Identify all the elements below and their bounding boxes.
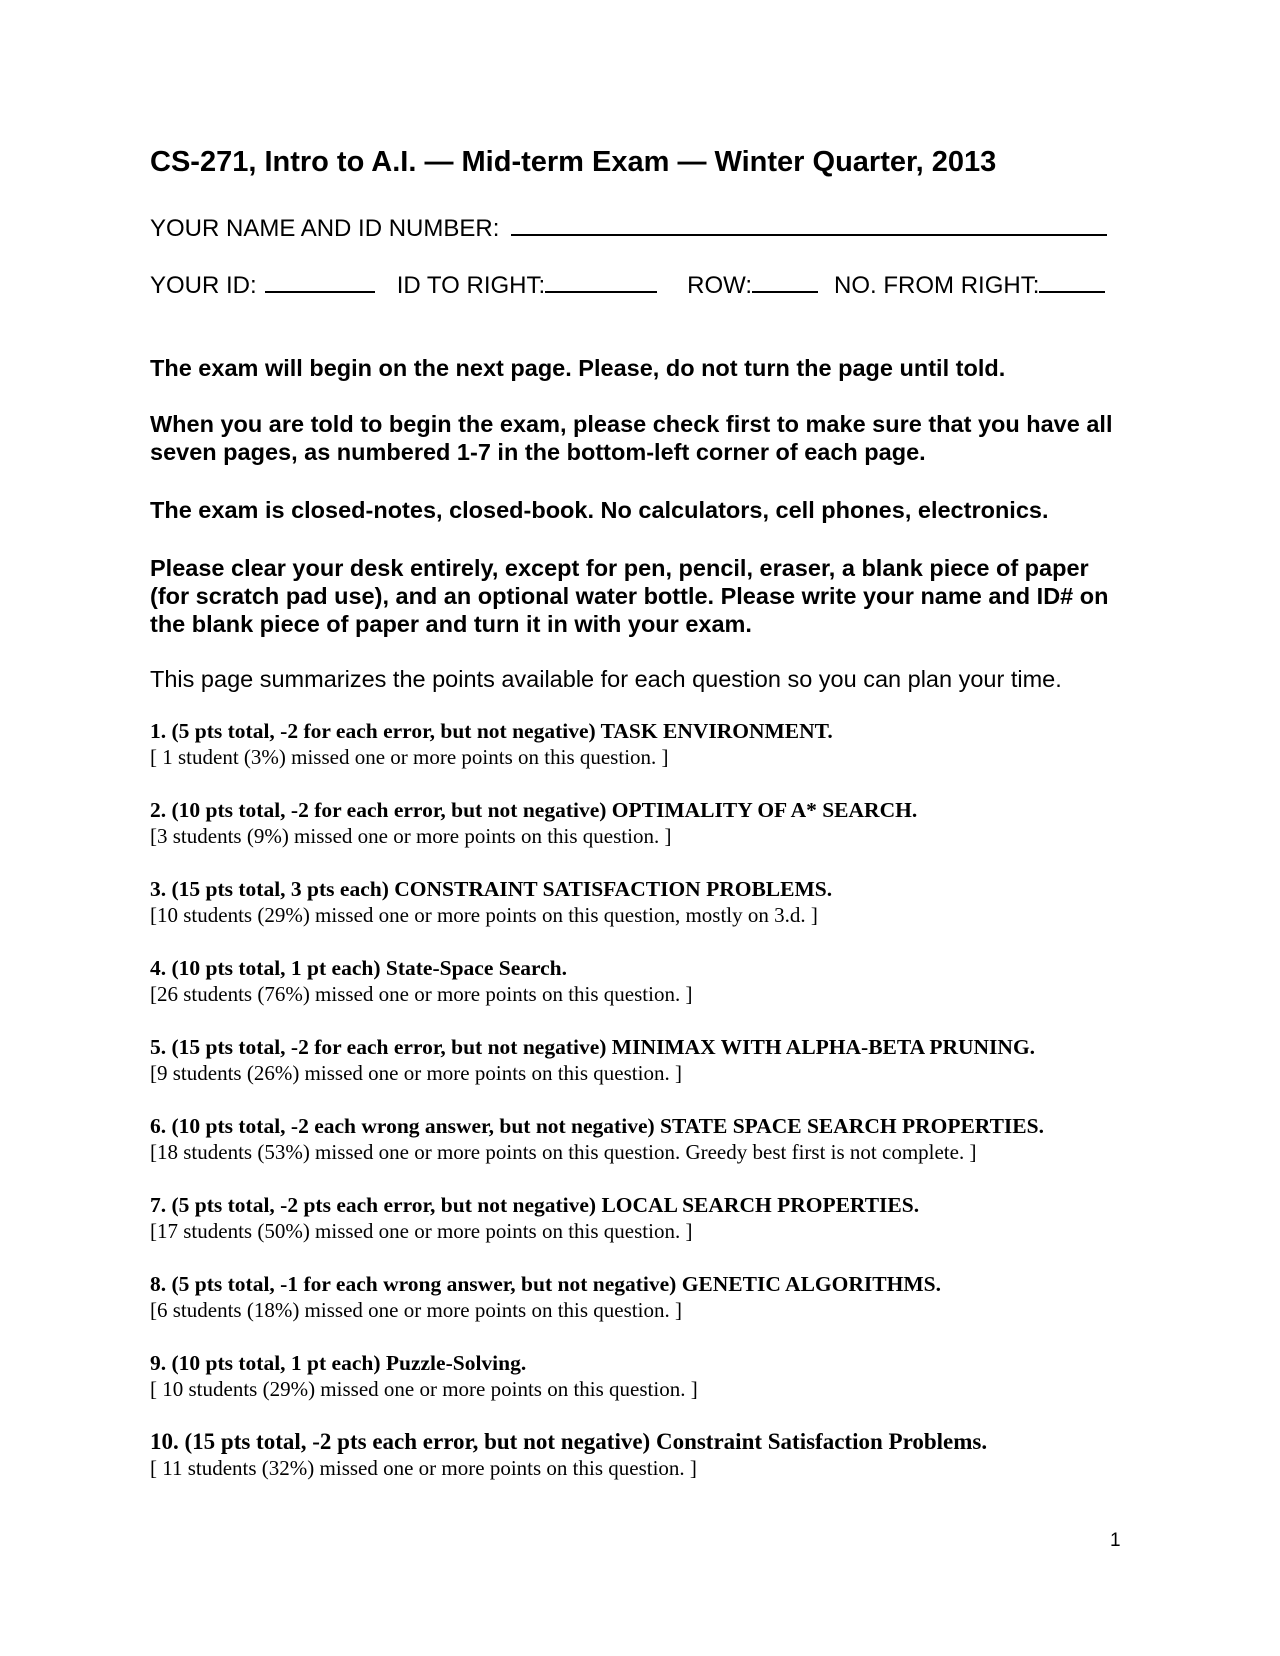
page-number: 1 bbox=[1110, 1530, 1121, 1551]
question-summary-item bbox=[150, 1429, 1150, 1481]
id-to-right-blank-line[interactable] bbox=[545, 271, 657, 293]
question-summary-item bbox=[150, 1113, 1150, 1165]
page-title: CS-271, Intro to A.I. — Mid-term Exam — Winter Quarter, 2013 bbox=[150, 146, 997, 178]
question-heading: 3. (15 pts total, 3 pts each) CONSTRAINT SATISFACTION PROBLEMS. bbox=[150, 877, 833, 901]
row-blank-line[interactable] bbox=[752, 271, 818, 293]
question-miss-note: [10 students (29%) missed one or more points on this question, mostly on 3.d. ] bbox=[150, 903, 818, 927]
seating-field-row bbox=[150, 271, 1105, 300]
question-heading: 1. (5 pts total, -2 for each error, but not negative) TASK ENVIRONMENT. bbox=[150, 719, 833, 743]
question-summary-item bbox=[150, 955, 1150, 1007]
question-summary-item bbox=[150, 1271, 1150, 1323]
question-summary-item bbox=[150, 718, 1150, 770]
question-heading: 5. (15 pts total, -2 for each error, but not negative) MINIMAX WITH ALPHA-BETA PRUNING. bbox=[150, 1035, 1036, 1059]
question-miss-note: [17 students (50%) missed one or more points on this question. ] bbox=[150, 1219, 693, 1243]
question-summary-item bbox=[150, 876, 1150, 928]
question-heading: 2. (10 pts total, -2 for each error, but not negative) OPTIMALITY OF A* SEARCH. bbox=[150, 798, 918, 822]
instruction-paragraph: The exam is closed-notes, closed-book. No calculators, cell phones, electronics. bbox=[150, 497, 1049, 523]
question-miss-note: [9 students (26%) missed one or more points on this question. ] bbox=[150, 1061, 682, 1085]
question-heading: 4. (10 pts total, 1 pt each) State-Space Search. bbox=[150, 956, 568, 980]
name-field-row bbox=[150, 214, 1107, 243]
question-summary-item bbox=[150, 797, 1150, 849]
no-from-right-blank-line[interactable] bbox=[1039, 271, 1105, 293]
id-blank-line[interactable] bbox=[265, 271, 375, 293]
instruction-paragraph: When you are told to begin the exam, please check first to make sure that you have all seven pages, as numbered 1-7 in the bottom-left corner of each page. bbox=[150, 411, 1113, 465]
question-miss-note: [ 11 students (32%) missed one or more points on this question. ] bbox=[150, 1456, 697, 1480]
question-heading: 9. (10 pts total, 1 pt each) Puzzle-Solving. bbox=[150, 1351, 527, 1375]
points-summary-text: This page summarizes the points available for each question so you can plan your time. bbox=[150, 666, 1062, 692]
question-miss-note: [3 students (9%) missed one or more points on this question. ] bbox=[150, 824, 672, 848]
no-from-right-label: NO. FROM RIGHT: bbox=[834, 272, 1040, 299]
id-field-label: YOUR ID: bbox=[150, 272, 257, 299]
question-heading: 7. (5 pts total, -2 pts each error, but not negative) LOCAL SEARCH PROPERTIES. bbox=[150, 1193, 920, 1217]
name-blank-line[interactable] bbox=[511, 214, 1107, 236]
question-miss-note: [ 1 student (3%) missed one or more points on this question. ] bbox=[150, 745, 669, 769]
instruction-paragraph: The exam will begin on the next page. Please, do not turn the page until told. bbox=[150, 355, 1006, 381]
question-heading: 8. (5 pts total, -1 for each wrong answer, but not negative) GENETIC ALGORITHMS. bbox=[150, 1272, 941, 1296]
name-field-label: YOUR NAME AND ID NUMBER: bbox=[150, 215, 500, 242]
question-miss-note: [26 students (76%) missed one or more points on this question. ] bbox=[150, 982, 693, 1006]
row-label: ROW: bbox=[687, 272, 753, 299]
question-miss-note: [ 10 students (29%) missed one or more points on this question. ] bbox=[150, 1377, 698, 1401]
question-summary-item bbox=[150, 1192, 1150, 1244]
question-miss-note: [18 students (53%) missed one or more points on this question. Greedy best first is not complete. ] bbox=[150, 1140, 977, 1164]
question-heading: 10. (15 pts total, -2 pts each error, but not negative) Constraint Satisfaction Problems. bbox=[150, 1429, 988, 1454]
question-summary-item bbox=[150, 1350, 1150, 1402]
question-summary-item bbox=[150, 1034, 1150, 1086]
question-heading: 6. (10 pts total, -2 each wrong answer, but not negative) STATE SPACE SEARCH PROPERTIES. bbox=[150, 1114, 1044, 1138]
instruction-paragraph: Please clear your desk entirely, except for pen, pencil, eraser, a blank piece of paper (for scratch pad use), and an optional water bottle. Please write your name and ID# on the blank piece of paper and turn it in with your exam. bbox=[150, 555, 1109, 637]
id-to-right-label: ID TO RIGHT: bbox=[396, 272, 546, 299]
question-miss-note: [6 students (18%) missed one or more points on this question. ] bbox=[150, 1298, 682, 1322]
